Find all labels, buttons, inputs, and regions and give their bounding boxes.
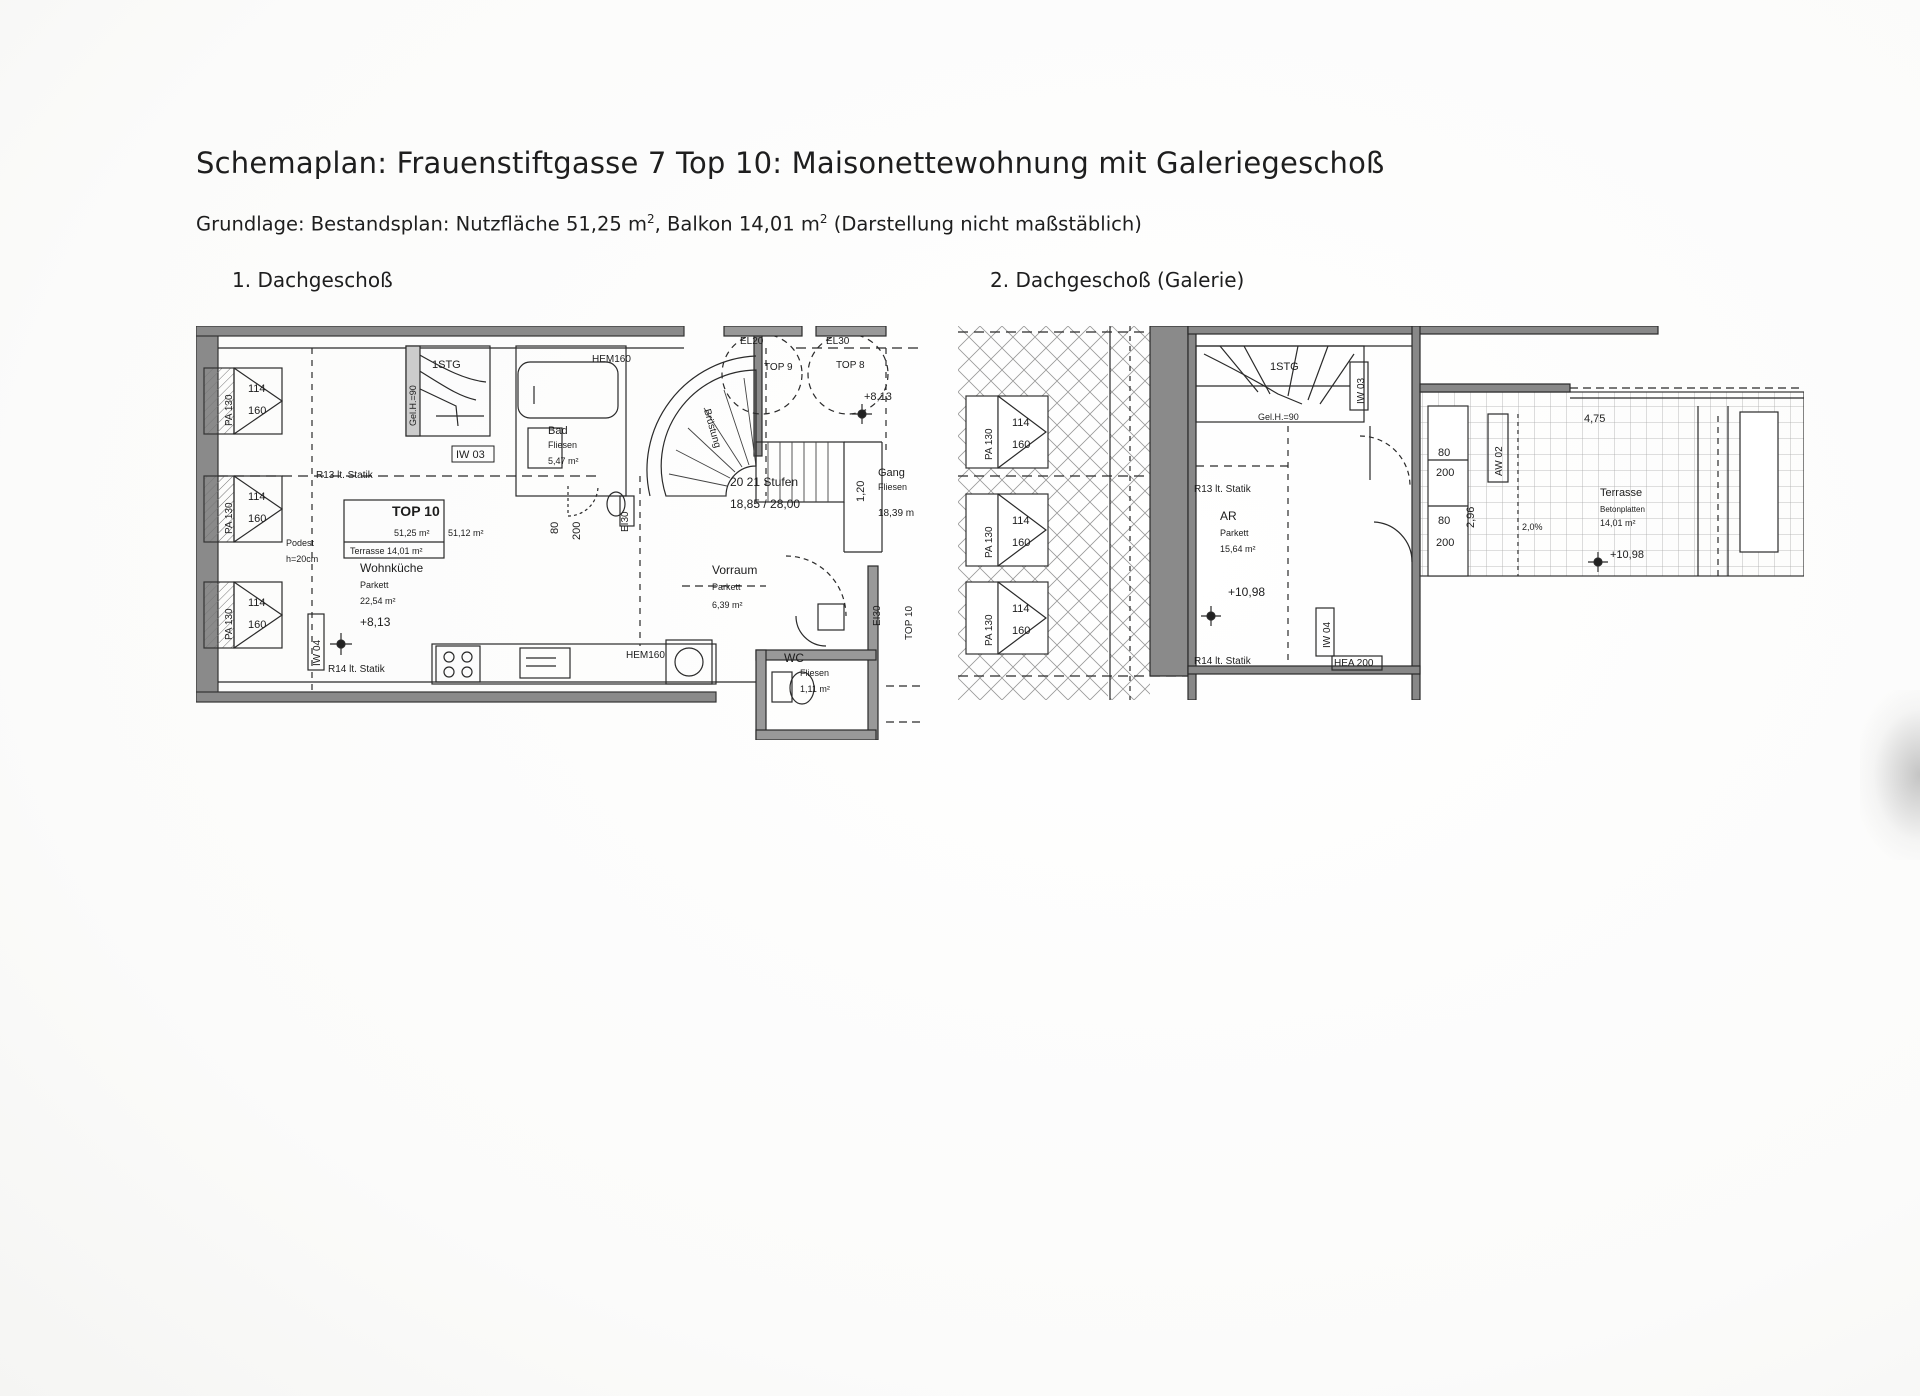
- window-left-3: [204, 582, 282, 648]
- label-top9: TOP 9: [764, 362, 793, 373]
- label-bruestung: Brüstung: [701, 407, 723, 450]
- label-slope: 2,0%: [1522, 522, 1543, 532]
- level-terrace: +10,98: [1610, 549, 1644, 561]
- label-iw03: IW 03: [1356, 377, 1367, 404]
- plan-2-label: 2. Dachgeschoß (Galerie): [990, 268, 1245, 292]
- window-gal-2: [966, 494, 1048, 566]
- label-gang-floor: Fliesen: [878, 482, 908, 492]
- label-stg: 1STG: [432, 359, 461, 371]
- label-vr-area: 6,39 m²: [712, 600, 743, 610]
- label-wc-floor: Fliesen: [800, 668, 830, 678]
- label-gelh: Gel.H.=90: [1258, 412, 1299, 422]
- window-pa: PA 130: [984, 614, 995, 646]
- straight-stair: [756, 442, 844, 502]
- washing-machine: [666, 640, 712, 684]
- window-pa: PA 130: [224, 608, 235, 640]
- label-ar-area: 15,64 m²: [1220, 544, 1256, 554]
- document-subtitle: [196, 212, 1142, 236]
- label-dim-200: 200: [571, 521, 583, 540]
- document-title: Schemaplan: Frauenstiftgasse 7 Top 10: Maisonettewohnung mit Galeriegeschoß: [196, 146, 1385, 180]
- label-eh30: EI30: [620, 511, 631, 532]
- kitchen-counter: [432, 644, 716, 684]
- label-gang: Gang: [878, 467, 905, 479]
- dim-80a: 80: [1438, 447, 1451, 459]
- void-area-mid: [1110, 326, 1150, 700]
- label-ar-floor: Parkett: [1220, 528, 1249, 538]
- label-bad: Bad: [548, 425, 568, 437]
- window-height: 160: [1012, 439, 1031, 451]
- window-height: 160: [1012, 625, 1031, 637]
- label-r14: R14 lt. Statik: [328, 664, 385, 675]
- window-width: 114: [248, 383, 266, 395]
- label-wk-area: 22,54 m²: [360, 596, 396, 606]
- label-iw03: IW 03: [456, 449, 485, 461]
- label-aw02: AW 02: [1494, 446, 1505, 476]
- label-wohnkueche: Wohnküche: [360, 561, 424, 575]
- label-gang-area: 18,39 m: [878, 508, 915, 519]
- window-left-2: [204, 476, 282, 542]
- label-r13: R13 lt. Statik: [316, 470, 373, 481]
- level-ar: +10,98: [1228, 585, 1266, 599]
- label-stufen-dim: 18,85 / 28,00: [730, 497, 801, 511]
- level-a: +8,13: [864, 391, 892, 403]
- label-wc-area: 1,11 m²: [800, 684, 830, 694]
- sink: [520, 648, 570, 678]
- label-vorraum: Vorraum: [712, 563, 758, 577]
- level-b: +8,13: [360, 615, 391, 629]
- window-height: 160: [1012, 537, 1031, 549]
- partition-wall: [1150, 326, 1188, 676]
- window-width: 114: [248, 597, 266, 609]
- floor-plan-2: [958, 326, 1804, 700]
- label-iw04: IW 04: [312, 639, 323, 666]
- label-terrasse: Terrasse: [1600, 487, 1643, 499]
- label-ei30: EI30: [872, 605, 883, 626]
- label-terrace-floor: Betonplatten: [1600, 505, 1645, 514]
- window-pa: PA 130: [984, 428, 995, 460]
- label-gelh: Gel.H.=90: [408, 385, 418, 426]
- bathroom-outline: [516, 346, 626, 496]
- subtitle-suffix: (Darstellung nicht maßstäblich): [827, 212, 1142, 236]
- window-height: 160: [248, 619, 267, 631]
- wc-bottom-wall: [756, 730, 876, 740]
- label-podest: Podest: [286, 538, 315, 548]
- label-podest-h: h=20cm: [286, 554, 319, 564]
- label-wc: WC: [784, 651, 804, 665]
- level-marker: [330, 633, 352, 655]
- window-gal-1: [966, 396, 1048, 468]
- label-stg: 1STG: [1270, 361, 1299, 373]
- label-top10-side: TOP 10: [904, 605, 915, 640]
- wc-left-wall: [756, 650, 766, 740]
- label-el30: EL30: [826, 336, 850, 347]
- label-hea: HEA 200: [1334, 658, 1374, 669]
- bathtub: [518, 362, 618, 418]
- label-terrace-area: 14,01 m²: [1600, 518, 1636, 528]
- label-iw04: IW 04: [1322, 621, 1333, 648]
- window-width: 114: [248, 491, 266, 503]
- window-width: 114: [1012, 515, 1030, 527]
- window-height: 160: [248, 405, 267, 417]
- label-vr-floor: Parkett: [712, 582, 741, 592]
- subtitle-prefix: Grundlage: Bestandsplan: Nutzfläche 51,25 m: [196, 212, 647, 236]
- label-el20: EL20: [740, 336, 764, 347]
- dim-200a: 200: [1436, 467, 1455, 479]
- window-pa: PA 130: [224, 502, 235, 534]
- window-width: 114: [1012, 603, 1030, 615]
- stair-galerie: [1196, 346, 1364, 422]
- window-pa: PA 130: [984, 526, 995, 558]
- label-top10-area2: 51,12 m²: [448, 528, 484, 538]
- label-dim-120: 1,20: [855, 480, 867, 502]
- subtitle-mid: , Balkon 14,01 m: [654, 212, 820, 236]
- window-gal-3: [966, 582, 1048, 654]
- dim-296: 2,96: [1465, 506, 1477, 528]
- dim-475: 4,75: [1584, 413, 1606, 425]
- label-terrasse: Terrasse 14,01 m²: [350, 546, 423, 556]
- label-r13: R13 lt. Statik: [1194, 484, 1251, 495]
- label-bad-floor: Fliesen: [548, 440, 578, 450]
- cooktop: [436, 646, 480, 682]
- bottom-wall: [196, 692, 716, 702]
- window-pa: PA 130: [224, 394, 235, 426]
- label-ar: AR: [1220, 509, 1237, 523]
- label-top10-title: TOP 10: [392, 503, 440, 519]
- dim-80b: 80: [1438, 515, 1451, 527]
- label-bad-area: 5,47 m²: [548, 456, 579, 466]
- superscript-unit: 2: [819, 212, 828, 226]
- label-top10-area: 51,25 m²: [394, 528, 430, 538]
- window-width: 114: [1012, 417, 1030, 429]
- window-left-1: [204, 368, 282, 434]
- wc-top-wall: [756, 650, 876, 660]
- label-wk-floor: Parkett: [360, 580, 389, 590]
- dim-200b: 200: [1436, 537, 1455, 549]
- label-stufen: 20 21 Stufen: [730, 475, 799, 489]
- superscript-unit: 2: [647, 212, 655, 226]
- label-hem2: HEM160: [626, 650, 665, 661]
- floor-plan-2-drawing: [958, 326, 1804, 700]
- scan-shadow: [1860, 690, 1920, 860]
- floor-plan-1-drawing: [196, 326, 920, 740]
- label-hem: HEM160: [592, 354, 631, 365]
- level-marker: [1201, 606, 1221, 626]
- label-top8: TOP 8: [836, 360, 865, 371]
- label-dim-80: 80: [549, 521, 561, 534]
- top-wall: [196, 326, 684, 336]
- window-height: 160: [248, 513, 267, 525]
- plan-1-label: 1. Dachgeschoß: [232, 268, 393, 292]
- label-r14: R14 lt. Statik: [1194, 656, 1251, 667]
- floor-plan-1: [196, 326, 920, 740]
- level-marker: [852, 404, 872, 424]
